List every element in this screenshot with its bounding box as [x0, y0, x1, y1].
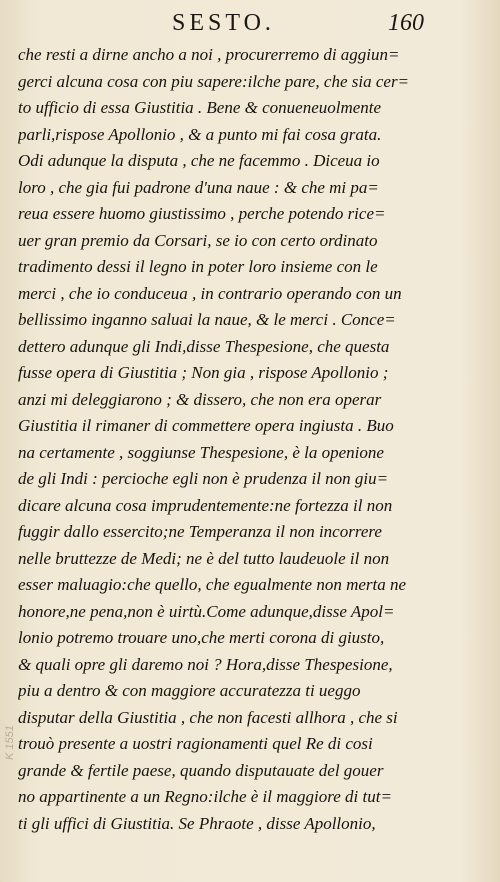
text-line: grande & fertile paese, quando disputauate del gouer: [18, 760, 384, 780]
text-line: nelle bruttezze de Medi; ne è del tutto laudeuole il non: [18, 548, 390, 568]
text-line: disputar della Giustitia , che non facesti allhora , che si: [18, 707, 398, 727]
text-line: dicare alcuna cosa imprudentemente:ne fortezza il non: [18, 495, 393, 515]
text-line: de gli Indi : percioche egli non è prudenza il non giu=: [18, 469, 389, 488]
page-number: 160: [388, 10, 424, 36]
text-line: tradimento dessi il legno in poter loro insieme con le: [18, 257, 378, 276]
running-head: SESTO.: [172, 10, 275, 36]
text-line: na certamente , soggiunse Thespesione, è la openione: [18, 442, 384, 462]
text-line: esser maluagio:che quello, che egualmente non merta ne: [18, 575, 407, 594]
text-line: piu a dentro & con maggiore accuratezza ti ueggo: [18, 681, 361, 700]
text-line: & quali opre gli daremo noi ? Hora,disse Thespesione,: [18, 654, 393, 674]
text-line: loro , che gia fui padrone d'una naue : & che mi pa=: [18, 177, 379, 197]
text-line: no appartinente a un Regno:ilche è il maggiore di tut=: [18, 787, 392, 806]
text-line: trouò presente a uostri ragionamenti quel Re di cosi: [18, 734, 373, 753]
text-line: lonio potremo trouare uno,che merti corona di giusto,: [18, 628, 385, 647]
library-stamp: K 1551: [4, 725, 16, 760]
text-line: honore,ne pena,non è uirtù.Come adunque,disse Apol=: [18, 601, 395, 621]
text-line: Giustitia il rimaner di commettere opera ingiusta . Buo: [18, 416, 394, 435]
text-line: che resti a dirne ancho a noi , procurerremo di aggiun=: [18, 45, 400, 64]
text-line: merci , che io conduceua , in contrario operando con un: [18, 283, 402, 303]
text-line: to ufficio di essa Giustitia . Bene & conueneuolmente: [18, 98, 382, 117]
text-line: uer gran premio da Corsari, se io con certo ordinato: [18, 230, 378, 250]
text-line: anzi mi deleggiarono ; & dissero, che non era operar: [18, 389, 382, 409]
page-header: [0, 10, 500, 40]
text-line: fusse opera di Giustitia ; Non gia , rispose Apollonio ;: [18, 363, 389, 382]
text-line: dettero adunque gli Indi,disse Thespesione, che questa: [18, 336, 390, 356]
text-line: gerci alcuna cosa con piu sapere:ilche pare, che sia cer=: [18, 71, 410, 91]
text-line: bellissimo inganno saluai la naue, & le merci . Conce=: [18, 310, 396, 329]
text-line: parli,rispose Apollonio , & a punto mi fai cosa grata.: [18, 124, 382, 144]
text-line: ti gli uffici di Giustitia. Se Phraote , disse Apollonio,: [18, 813, 376, 833]
text-line: Odi adunque la disputa , che ne facemmo . Diceua io: [18, 151, 380, 170]
body-text: [18, 42, 488, 837]
text-line: reua essere huomo giustissimo , perche potendo rice=: [18, 204, 386, 223]
text-line: fuggir dallo essercito;ne Temperanza il non incorrere: [18, 522, 382, 541]
